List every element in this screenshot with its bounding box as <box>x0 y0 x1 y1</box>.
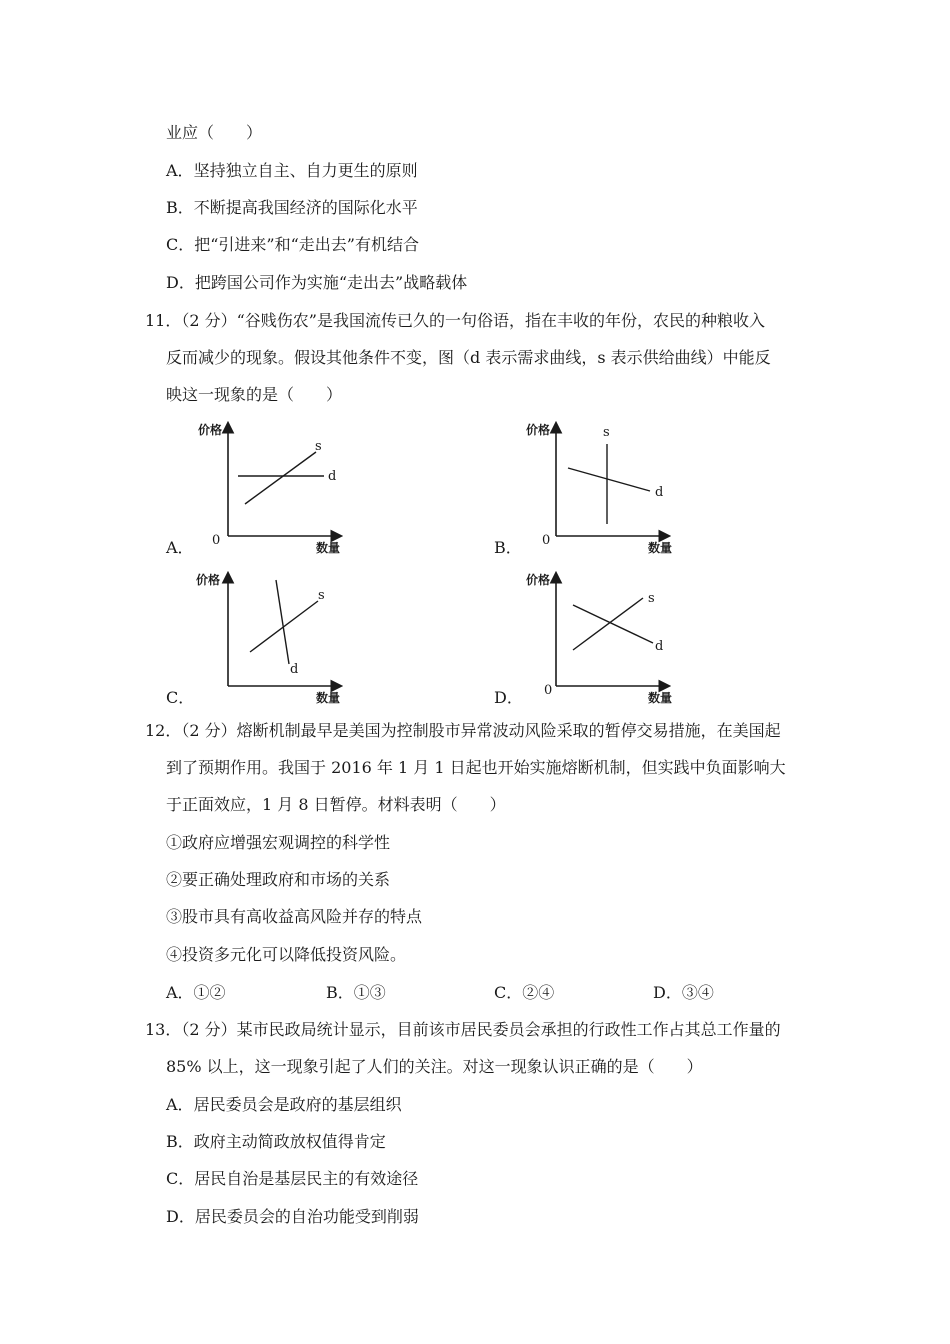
option-text: 居民委员会的自治功能受到削弱 <box>194 1207 419 1226</box>
option-label: A． <box>166 161 194 180</box>
q11-graph-d <box>518 568 688 703</box>
option-text: 把跨国公司作为实施“走出去”战略载体 <box>194 273 468 292</box>
q10-option-d[interactable] <box>166 272 467 294</box>
option-text: 政府主动简政放权值得肯定 <box>193 1132 386 1151</box>
q11-option-d-label[interactable]: D． <box>494 688 523 707</box>
q13-option-d[interactable] <box>166 1206 419 1228</box>
option-text: 不断提高我国经济的国际化水平 <box>193 198 418 217</box>
q11-graph-a <box>190 418 360 553</box>
demand-label: d <box>328 469 337 484</box>
q13-option-b[interactable] <box>166 1131 386 1153</box>
option-label: C． <box>166 235 195 254</box>
option-label: B． <box>166 1132 194 1151</box>
supply-curve <box>573 598 643 650</box>
option-label: D． <box>166 1207 195 1226</box>
supply-label: s <box>318 588 325 603</box>
q10-option-a[interactable] <box>166 160 418 182</box>
y-axis-label: 价格 <box>526 423 551 437</box>
option-text: 坚持独立自主、自力更生的原则 <box>193 161 418 180</box>
q11-option-c-label[interactable]: C． <box>166 688 195 707</box>
q13-option-a[interactable] <box>166 1094 402 1116</box>
y-axis-label: 价格 <box>526 573 551 587</box>
supply-label: s <box>315 439 322 454</box>
q11-stem-line-3: 映这一现象的是（ ） <box>166 385 343 404</box>
q13-stem-line-1: 13．（2 分）某市民政局统计显示，目前该市居民委员会承担的行政性工作占其总工作量的 <box>145 1020 781 1039</box>
q12-stem-line-2: 到了预期作用。我国于 2016 年 1 月 1 日起也开始实施熔断机制，但实践中负面影响大 <box>166 758 786 777</box>
q13-option-c[interactable] <box>166 1168 418 1190</box>
q12-item-2: ②要正确处理政府和市场的关系 <box>166 870 391 889</box>
x-axis-label: 数量 <box>316 541 341 555</box>
demand-label: d <box>655 485 664 500</box>
origin-label: 0 <box>212 533 221 548</box>
supply-label: s <box>648 591 655 606</box>
q12-option-a[interactable]: A．①② <box>166 983 226 1002</box>
option-text: 居民委员会是政府的基层组织 <box>193 1095 402 1114</box>
demand-label: d <box>655 639 664 654</box>
origin-label: 0 <box>544 683 553 698</box>
q10-stem-tail: 业应（ ） <box>166 123 263 142</box>
q11-option-b-label[interactable]: B． <box>494 538 522 557</box>
origin-label: 0 <box>542 533 551 548</box>
supply-curve <box>245 452 316 504</box>
q11-option-a-label[interactable]: A． <box>166 538 194 557</box>
x-axis-label: 数量 <box>316 691 341 705</box>
demand-curve <box>276 580 289 664</box>
demand-label: d <box>290 662 299 677</box>
q12-item-4: ④投资多元化可以降低投资风险。 <box>166 945 407 964</box>
q12-stem-line-3: 于正面效应，1 月 8 日暂停。材料表明（ ） <box>166 795 506 814</box>
q10-option-b[interactable] <box>166 197 418 219</box>
q10-option-c[interactable] <box>166 234 419 256</box>
option-text: 把“引进来”和“走出去”有机结合 <box>194 235 419 254</box>
q12-option-b[interactable]: B．①③ <box>326 983 386 1002</box>
q13-stem-line-2: 85% 以上，这一现象引起了人们的关注。对这一现象认识正确的是（ ） <box>166 1057 703 1076</box>
option-label: D． <box>166 273 195 292</box>
q12-option-d[interactable]: D．③④ <box>653 983 714 1002</box>
q12-item-3: ③股市具有高收益高风险并存的特点 <box>166 907 423 926</box>
q11-stem-line-1: 11．（2 分）“谷贱伤农”是我国流传已久的一句俗语，指在丰收的年份，农民的种粮收入 <box>145 311 765 330</box>
q12-stem-line-1: 12．（2 分）熔断机制最早是美国为控制股市异常波动风险采取的暂停交易措施，在美国起 <box>145 721 781 740</box>
q11-stem-line-2: 反而减少的现象。假设其他条件不变，图（d 表示需求曲线，s 表示供给曲线）中能反 <box>166 348 771 367</box>
y-axis-label: 价格 <box>196 573 221 587</box>
x-axis-label: 数量 <box>648 541 673 555</box>
q11-graph-c <box>190 568 360 703</box>
q12-item-1: ①政府应增强宏观调控的科学性 <box>166 833 391 852</box>
supply-label: s <box>603 425 610 440</box>
option-label: B． <box>166 198 194 217</box>
option-text: 居民自治是基层民主的有效途径 <box>194 1169 419 1188</box>
option-label: C． <box>166 1169 195 1188</box>
q12-option-c[interactable]: C．②④ <box>494 983 555 1002</box>
q11-graph-b <box>518 418 688 553</box>
option-label: A． <box>166 1095 194 1114</box>
supply-curve <box>250 601 318 652</box>
demand-curve <box>568 468 650 491</box>
x-axis-label: 数量 <box>648 691 673 705</box>
demand-curve <box>573 605 653 643</box>
y-axis-label: 价格 <box>198 423 223 437</box>
